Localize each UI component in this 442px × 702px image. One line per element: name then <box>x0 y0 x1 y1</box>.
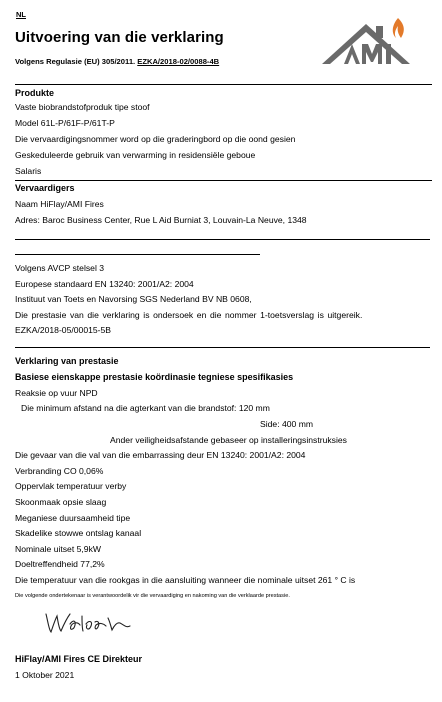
separator-line <box>15 347 430 348</box>
performance-item: Nominale uitset 5,9kW <box>15 544 101 554</box>
product-line-model: Model 61L-P/61F-P/61T-P <box>15 118 115 128</box>
manufacturer-name: Naam HiFlay/AMI Fires <box>15 199 104 209</box>
signer-title: HiFlay/AMI Fires CE Direkteur <box>15 654 143 664</box>
product-line-extra: Salaris <box>15 166 42 176</box>
performance-item: Oppervlak temperatuur verby <box>15 481 127 491</box>
performance-item: Skoonmaak opsie slaag <box>15 497 107 507</box>
separator-line <box>15 239 430 240</box>
ami-fires-logo <box>318 16 414 72</box>
document-title: Uitvoering van die verklaring <box>15 29 224 46</box>
performance-item: Doeltreffendheid 77,2% <box>15 559 105 569</box>
performance-item: Die temperatuur van die rookgas in die aansluiting wanneer die nominale uitset 261 ° C is <box>15 575 356 585</box>
manufacturer-address: Adres: Baroc Business Center, Rue L Aid Burniat 3, Louvain-La Neuve, 1348 <box>15 215 307 225</box>
manufacturer-heading: Vervaardigers <box>15 183 75 193</box>
regulation-prefix: Volgens Regulasie (EU) 305/2011. <box>15 57 138 66</box>
performance-item: Die gevaar van die val van die embarrassing deur EN 13240: 2001/A2: 2004 <box>15 450 306 460</box>
product-line-use: Geskeduleerde gebruik van verwarming in residensiële geboue <box>15 150 256 160</box>
performance-subheading: Basiese eienskappe prestasie koördinasie tegniese spesifikasies <box>15 372 294 382</box>
language-code: NL <box>16 10 26 19</box>
separator-line <box>15 254 260 255</box>
product-heading: Produkte <box>15 88 55 98</box>
regulation-line <box>15 57 219 66</box>
product-line-type: Vaste biobrandstofproduk tipe stoof <box>15 102 150 112</box>
reaction-to-fire: Reaksie op vuur NPD <box>15 388 98 398</box>
min-distance-back: Die minimum afstand na die agterkant van die brandstof: 120 mm <box>21 403 270 413</box>
notified-body: Instituut van Toets en Navorsing SGS Nederland BV NB 0608, <box>15 294 252 304</box>
min-distance-side: Side: 400 mm <box>260 419 314 429</box>
performance-heading: Verklaring van prestasie <box>15 356 119 366</box>
performance-item: Verbranding CO 0,06% <box>15 466 104 476</box>
signature-date: 1 Oktober 2021 <box>15 670 75 680</box>
test-report-statement: Die prestasie van die verklaring is ondersoek en die nommer 1-toetsverslag is uitgereik. <box>15 310 363 320</box>
product-line-serial: Die vervaardigingsnommer word op die graderingbord op die oond gesien <box>15 134 296 144</box>
performance-item: Meganiese duursaamheid tipe <box>15 513 131 523</box>
other-safety-distances: Ander veiligheidsafstande gebaseer op installeringsinstruksies <box>110 435 347 445</box>
performance-item: Skadelike stowwe ontslag kanaal <box>15 528 142 538</box>
responsibility-footnote: Die volgende ondertekenaar is verantwoordelik vir die vervaardiging en nakoming van die verklaarde prestasie. <box>15 593 290 599</box>
handwritten-signature <box>40 610 135 636</box>
european-standard: Europese standaard EN 13240: 2001/A2: 2004 <box>15 279 194 289</box>
regulation-reference: EZKA/2018-02/0088-4B <box>137 57 220 66</box>
test-report-number: EZKA/2018-05/00015-5B <box>15 325 112 335</box>
avcp-system: Volgens AVCP stelsel 3 <box>15 263 105 273</box>
